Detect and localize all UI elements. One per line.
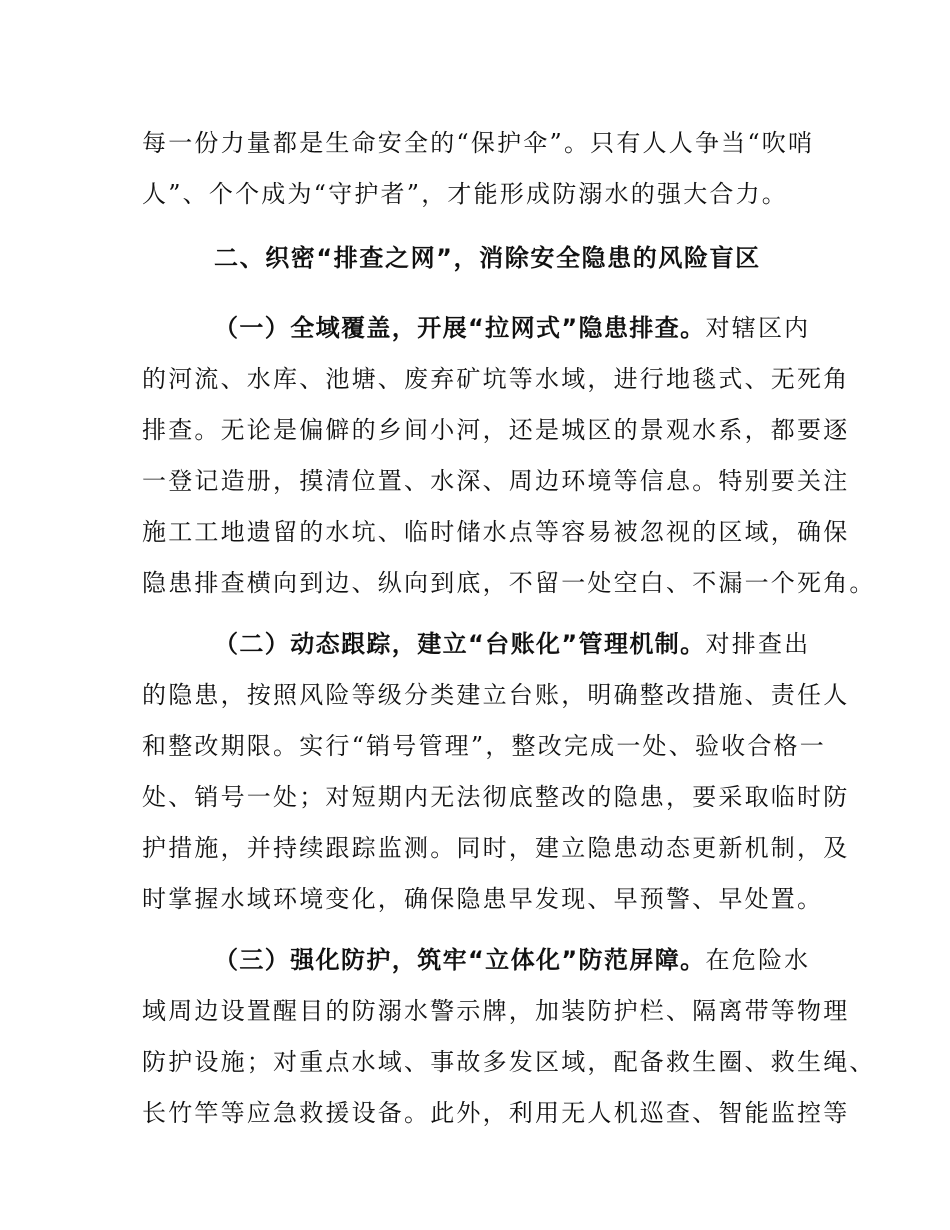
item2-first-line [214, 629, 810, 659]
intro-line-1: 每一份力量都是生命安全的“保护伞”。只有人人争当“吹哨 [142, 129, 815, 157]
item2-lead: （二）动态跟踪，建立“台账化”管理机制。 [214, 630, 706, 658]
item1-first-line [214, 313, 810, 343]
item1-line: 施工工地遗留的水坑、临时储水点等容易被忽视的区域，确保 [142, 518, 850, 546]
item2-line: 处、销号一处；对短期内无法彻底整改的隐患，要采取临时防 [142, 783, 850, 811]
section-heading: 二、织密“排查之网”，消除安全隐患的风险盲区 [214, 244, 761, 272]
item3-first-line [214, 945, 810, 975]
item2-line: 护措施，并持续跟踪监测。同时，建立隐患动态更新机制，及 [142, 834, 850, 862]
item1-line: 隐患排查横向到边、纵向到底，不留一处空白、不漏一个死角。 [142, 569, 876, 597]
item2-line: 时掌握水域环境变化，确保隐患早发现、早预警、早处置。 [142, 885, 824, 913]
intro-line-2: 人”、个个成为“守护者”，才能形成防溺水的强大合力。 [142, 180, 789, 208]
item3-lead-rest: 在危险水 [705, 946, 811, 974]
item3-line: 域周边设置醒目的防溺水警示牌，加装防护栏、隔离带等物理 [142, 997, 850, 1025]
item3-lead: （三）强化防护，筑牢“立体化”防范屏障。 [214, 946, 706, 974]
item1-line: 排查。无论是偏僻的乡间小河，还是城区的景观水系，都要逐 [142, 416, 850, 444]
item1-lead-rest: 对辖区内 [705, 314, 811, 342]
item1-line: 一登记造册，摸清位置、水深、周边环境等信息。特别要关注 [142, 467, 850, 495]
item2-line: 和整改期限。实行“销号管理”，整改完成一处、验收合格一 [142, 732, 826, 760]
item1-line: 的河流、水库、池塘、废弃矿坑等水域，进行地毯式、无死角 [142, 365, 850, 393]
item3-line: 长竹竿等应急救援设备。此外，利用无人机巡查、智能监控等 [142, 1099, 850, 1127]
item2-lead-rest: 对排查出 [705, 630, 811, 658]
item3-line: 防护设施；对重点水域、事故多发区域，配备救生圈、救生绳、 [142, 1048, 876, 1076]
item1-lead: （一）全域覆盖，开展“拉网式”隐患排查。 [214, 314, 706, 342]
item2-line: 的隐患，按照风险等级分类建立台账，明确整改措施、责任人 [142, 681, 850, 709]
